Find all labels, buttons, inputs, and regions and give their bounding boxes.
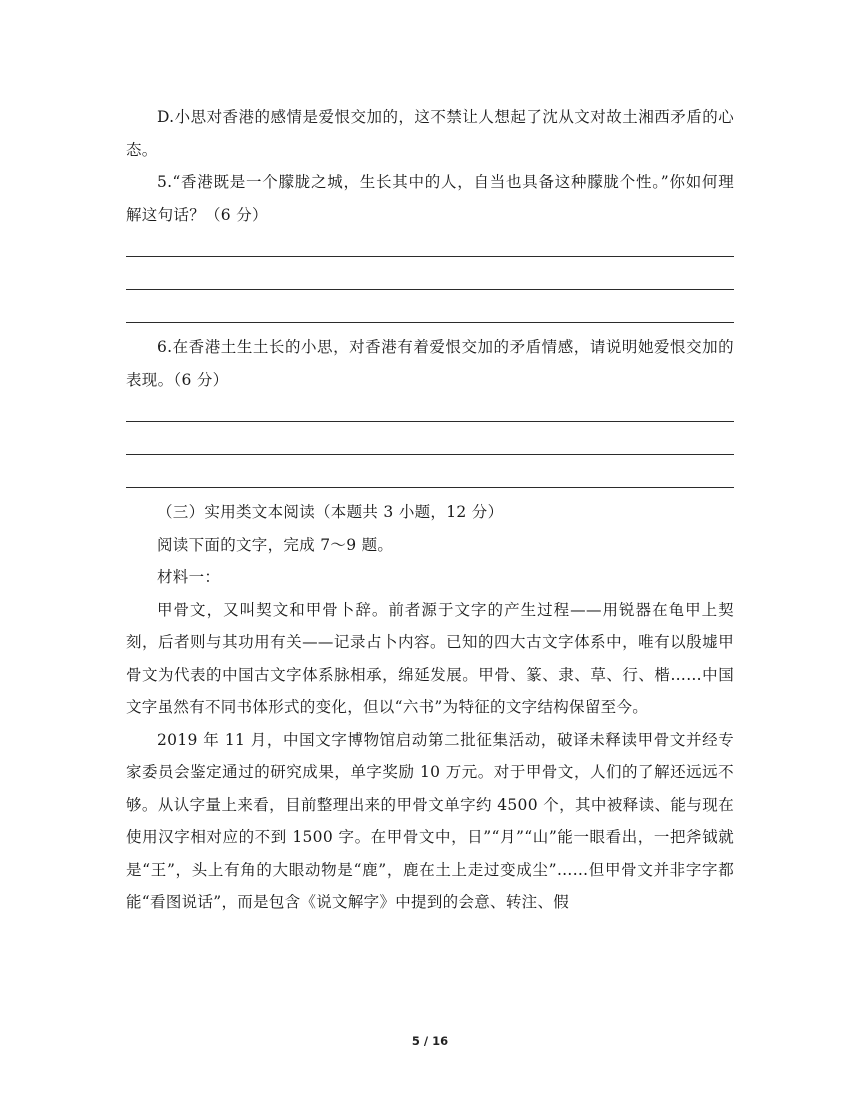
answer-line[interactable]	[126, 487, 734, 488]
paragraph-2: 2019 年 11 月，中国文字博物馆启动第二批征集活动，破译未释读甲骨文并经专家委员会鉴定通过的研究成果，单字奖励 10 万元。对于甲骨文，人们的了解还远远不够。从认字量上来看，目前整理出来的甲骨文单字约 4500 个，其中被释读、能与现在使用汉字相对应的不到 1500 字。在甲骨文中，日”“月”“山”能一眼看出，一把斧钺就是“王”，头上有角的大眼动物是“鹿”，鹿在土上走过变成尘”……但甲骨文并非字字都能“看图说话”，而是包含《说文解字》中提到的会意、转注、假	[126, 730, 734, 911]
page-number: 5 / 16	[411, 1034, 449, 1048]
answer-line[interactable]	[126, 256, 734, 257]
instruction: 阅读下面的文字，完成 7～9 题。	[157, 535, 394, 554]
question-block-5	[126, 101, 734, 231]
answer-line[interactable]	[126, 322, 734, 323]
question-5: 5.“香港既是一个朦胧之城，生长其中的人，自当也具备这种朦胧个性。”你如何理解这句话？（6 分）	[126, 173, 734, 224]
answer-line[interactable]	[126, 421, 734, 422]
section-3	[126, 496, 734, 919]
option-d: D.小思对香港的感情是爱恨交加的，这不禁让人想起了沈从文对故土湘西矛盾的心态。	[126, 108, 734, 159]
answer-line[interactable]	[126, 289, 734, 290]
answer-line[interactable]	[126, 454, 734, 455]
section-title: （三）实用类文本阅读（本题共 3 小题，12 分）	[157, 503, 504, 521]
paragraph-1: 甲骨文，又叫契文和甲骨卜辞。前者源于文字的产生过程——用锐器在龟甲上契刻，后者则与其功用有关——记录占卜内容。已知的四大古文字体系中，唯有以殷墟甲骨文为代表的中国古文字体系脉相承，绵延发展。甲骨、篆、隶、草、行、楷……中国文字虽然有不同书体形式的变化，但以“六书”为特征的文字结构保留至今。	[126, 600, 734, 716]
material-label: 材料一：	[157, 568, 221, 586]
question-block-6	[126, 331, 734, 396]
question-6: 6.在香港土生土长的小思，对香港有着爱恨交加的矛盾情感，请说明她爱恨交加的表现。（6 分）	[126, 338, 734, 389]
